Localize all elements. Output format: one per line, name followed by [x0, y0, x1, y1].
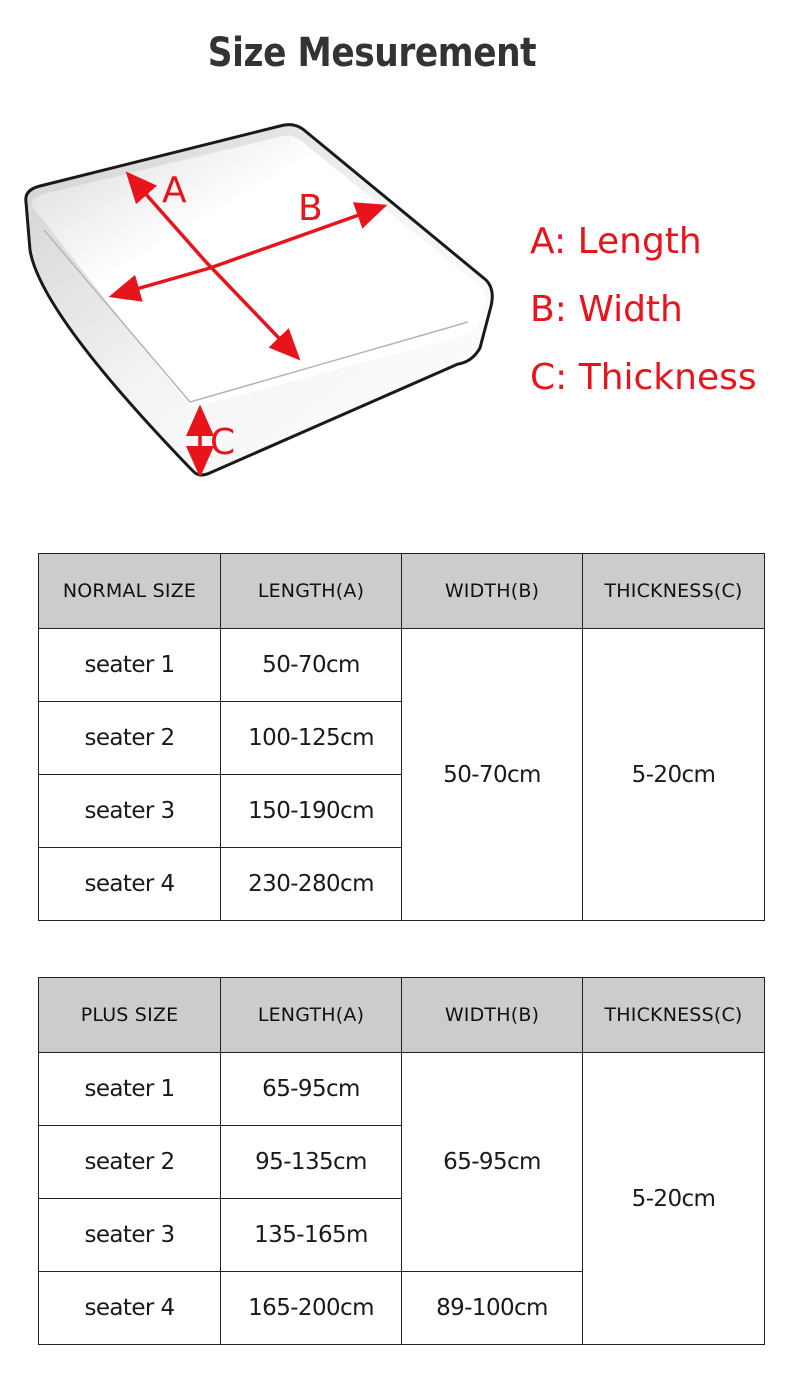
width-cell: 89-100cm [402, 1272, 583, 1345]
header-plus-size: PLUS SIZE [39, 978, 221, 1053]
header-length: LENGTH(A) [221, 554, 402, 629]
header-length: LENGTH(A) [221, 978, 402, 1053]
seater-cell: seater 2 [39, 702, 221, 775]
header-normal-size: NORMAL SIZE [39, 554, 221, 629]
width-cell: 50-70cm [402, 629, 583, 921]
seater-cell: seater 3 [39, 775, 221, 848]
table-row [39, 1053, 765, 1126]
thickness-cell: 5-20cm [583, 629, 765, 921]
cushion-shape [26, 125, 492, 475]
length-cell: 135-165m [221, 1199, 402, 1272]
legend-thickness: C: Thickness [530, 357, 757, 398]
seater-cell: seater 4 [39, 1272, 221, 1345]
seater-cell: seater 2 [39, 1126, 221, 1199]
length-cell: 95-135cm [221, 1126, 402, 1199]
width-cell: 65-95cm [402, 1053, 583, 1272]
length-cell: 165-200cm [221, 1272, 402, 1345]
legend [530, 208, 757, 412]
label-b: B [298, 188, 323, 229]
length-cell: 100-125cm [221, 702, 402, 775]
table-header-row [39, 978, 765, 1053]
header-thickness: THICKNESS(C) [583, 978, 765, 1053]
seater-cell: seater 4 [39, 848, 221, 921]
length-cell: 50-70cm [221, 629, 402, 702]
label-a: A [162, 170, 187, 211]
header-width: WIDTH(B) [402, 978, 583, 1053]
legend-width: B: Width [530, 289, 683, 330]
label-c: C [210, 422, 236, 463]
legend-length: A: Length [530, 221, 702, 262]
table-header-row [39, 554, 765, 629]
length-cell: 230-280cm [221, 848, 402, 921]
header-width: WIDTH(B) [402, 554, 583, 629]
seater-cell: seater 1 [39, 1053, 221, 1126]
header-thickness: THICKNESS(C) [583, 554, 765, 629]
normal-size-table [38, 553, 765, 921]
cushion-diagram [0, 110, 520, 500]
length-cell: 65-95cm [221, 1053, 402, 1126]
seater-cell: seater 1 [39, 629, 221, 702]
table-row [39, 629, 765, 702]
length-cell: 150-190cm [221, 775, 402, 848]
seater-cell: seater 3 [39, 1199, 221, 1272]
thickness-cell: 5-20cm [583, 1053, 765, 1345]
page-title: Size Mesurement [207, 30, 537, 76]
plus-size-table [38, 977, 765, 1345]
